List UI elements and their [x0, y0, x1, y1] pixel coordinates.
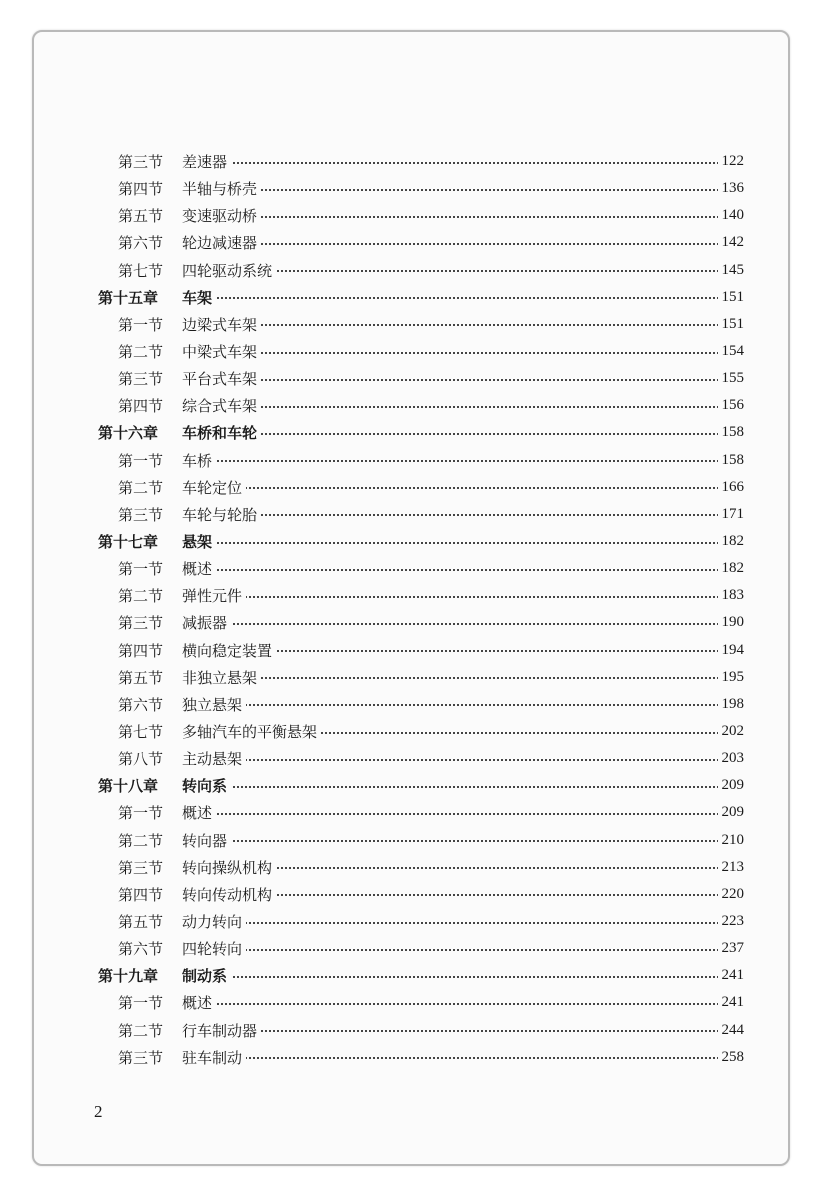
dot-leader — [182, 786, 738, 788]
chapter-title: 转向系 — [182, 775, 231, 796]
dot-leader — [182, 324, 738, 326]
dot-leader — [182, 1057, 738, 1059]
page-ref: 258 — [718, 1049, 745, 1066]
section-title: 转向器 — [182, 830, 231, 851]
page-ref: 166 — [718, 479, 745, 496]
toc-section-row — [34, 202, 788, 229]
dot-leader — [182, 623, 738, 625]
section-number: 第五节 — [118, 913, 164, 931]
section-title: 半轴与桥壳 — [182, 178, 261, 199]
section-number: 第一节 — [118, 804, 164, 823]
section-title: 弹性元件 — [182, 585, 246, 606]
page-ref: 182 — [718, 560, 745, 577]
toc-section-row — [34, 257, 788, 284]
toc-section-row — [34, 935, 788, 962]
dot-leader — [182, 352, 738, 354]
toc-section-row — [34, 338, 788, 365]
toc-section-row — [34, 691, 788, 718]
page-ref: 209 — [718, 777, 745, 794]
toc-section-row — [34, 447, 788, 474]
section-title: 边梁式车架 — [182, 314, 261, 335]
page-ref: 171 — [718, 506, 745, 523]
section-title: 车桥 — [182, 450, 216, 471]
book-page — [32, 30, 790, 1166]
dot-leader — [182, 406, 738, 408]
toc-section-row — [34, 1044, 788, 1071]
toc-section-row — [34, 609, 788, 636]
section-number: 第四节 — [118, 641, 164, 660]
section-number: 第三节 — [118, 153, 164, 172]
chapter-number: 第十六章 — [98, 424, 159, 443]
toc-section-row — [34, 365, 788, 392]
section-number: 第六节 — [118, 940, 164, 959]
page-ref: 241 — [718, 967, 745, 984]
dot-leader — [182, 162, 738, 164]
section-number: 第二节 — [118, 343, 164, 362]
page-ref: 183 — [718, 587, 745, 604]
dot-leader — [182, 813, 738, 815]
page-ref: 182 — [718, 533, 745, 550]
section-number: 第七节 — [118, 261, 164, 280]
dot-leader — [182, 379, 738, 381]
section-title: 减振器 — [182, 612, 231, 633]
dot-leader — [182, 569, 738, 571]
dot-leader — [182, 976, 738, 978]
toc-section-row — [34, 555, 788, 582]
section-number: 第四节 — [118, 885, 164, 904]
page-ref: 213 — [718, 859, 745, 876]
dot-leader — [182, 704, 738, 706]
toc-section-row — [34, 501, 788, 528]
dot-leader — [182, 433, 738, 435]
page-ref: 158 — [718, 452, 745, 469]
section-number: 第七节 — [118, 723, 164, 742]
chapter-number: 第十五章 — [98, 288, 159, 307]
section-title: 主动悬架 — [182, 748, 246, 769]
page-ref: 154 — [718, 343, 745, 360]
toc-section-row — [34, 392, 788, 419]
section-number: 第五节 — [118, 207, 164, 226]
toc-chapter-row — [34, 962, 788, 989]
section-title: 独立悬架 — [182, 694, 246, 715]
section-title: 四轮驱动系统 — [182, 260, 276, 281]
section-title: 车轮定位 — [182, 477, 246, 498]
dot-leader — [182, 216, 738, 218]
page-ref: 241 — [718, 994, 745, 1011]
dot-leader — [182, 759, 738, 761]
section-number: 第三节 — [118, 858, 164, 877]
section-number: 第四节 — [118, 180, 164, 199]
chapter-title: 悬架 — [182, 531, 216, 552]
section-number: 第八节 — [118, 750, 164, 769]
page-ref: 151 — [718, 316, 745, 333]
dot-leader — [182, 922, 738, 924]
section-title: 非独立悬架 — [182, 667, 261, 688]
section-title: 轮边减速器 — [182, 232, 261, 253]
section-title: 概述 — [182, 992, 216, 1013]
chapter-number: 第十九章 — [98, 967, 159, 986]
chapter-title: 车架 — [182, 287, 216, 308]
section-title: 差速器 — [182, 151, 231, 172]
dot-leader — [182, 514, 738, 516]
dot-leader — [182, 1003, 738, 1005]
chapter-title: 车桥和车轮 — [182, 422, 261, 443]
section-title: 转向操纵机构 — [182, 857, 276, 878]
section-number: 第三节 — [118, 370, 164, 389]
section-title: 概述 — [182, 802, 216, 823]
toc-section-row — [34, 148, 788, 175]
toc-section-row — [34, 799, 788, 826]
page-ref: 209 — [718, 804, 745, 821]
page-ref: 142 — [718, 234, 745, 251]
chapter-number: 第十七章 — [98, 533, 159, 552]
section-title: 行车制动器 — [182, 1020, 261, 1041]
toc-section-row — [34, 1017, 788, 1044]
toc-section-row — [34, 664, 788, 691]
dot-leader — [182, 677, 738, 679]
page-ref: 155 — [718, 370, 745, 387]
section-title: 变速驱动桥 — [182, 205, 261, 226]
page-ref: 210 — [718, 832, 745, 849]
toc-chapter-row — [34, 528, 788, 555]
page-ref: 220 — [718, 886, 745, 903]
chapter-number: 第十八章 — [98, 777, 159, 796]
dot-leader — [182, 840, 738, 842]
toc-section-row — [34, 311, 788, 338]
dot-leader — [182, 487, 738, 489]
toc-section-row — [34, 827, 788, 854]
section-number: 第二节 — [118, 478, 164, 497]
toc-chapter-row — [34, 772, 788, 799]
section-title: 横向稳定装置 — [182, 640, 276, 661]
page-ref: 122 — [718, 153, 745, 170]
dot-leader — [182, 1030, 738, 1032]
page-ref: 158 — [718, 424, 745, 441]
toc-section-row — [34, 989, 788, 1016]
page-ref: 190 — [718, 614, 745, 631]
page-ref: 140 — [718, 207, 745, 224]
section-number: 第三节 — [118, 1048, 164, 1067]
toc-section-row — [34, 854, 788, 881]
page-ref: 202 — [718, 723, 745, 740]
section-number: 第二节 — [118, 831, 164, 850]
page-number: 2 — [94, 1102, 103, 1121]
toc-section-row — [34, 718, 788, 745]
toc-chapter-row — [34, 419, 788, 446]
section-title: 转向传动机构 — [182, 884, 276, 905]
page-ref: 194 — [718, 642, 745, 659]
dot-leader — [182, 189, 738, 191]
dot-leader — [182, 460, 738, 462]
page-ref: 223 — [718, 913, 745, 930]
dot-leader — [182, 297, 738, 299]
section-title: 多轴汽车的平衡悬架 — [182, 721, 321, 742]
chapter-title: 制动系 — [182, 965, 231, 986]
page-ref: 145 — [718, 262, 745, 279]
section-number: 第五节 — [118, 668, 164, 687]
section-title: 平台式车架 — [182, 368, 261, 389]
toc-section-row — [34, 474, 788, 501]
section-title: 动力转向 — [182, 911, 246, 932]
toc-section-row — [34, 582, 788, 609]
page-ref: 198 — [718, 696, 745, 713]
section-title: 中梁式车架 — [182, 341, 261, 362]
section-title: 概述 — [182, 558, 216, 579]
dot-leader — [182, 243, 738, 245]
section-number: 第二节 — [118, 1021, 164, 1040]
toc-chapter-row — [34, 284, 788, 311]
dot-leader — [182, 542, 738, 544]
toc-section-row — [34, 175, 788, 202]
page-ref: 156 — [718, 397, 745, 414]
section-number: 第一节 — [118, 451, 164, 470]
toc-section-row — [34, 908, 788, 935]
section-number: 第一节 — [118, 560, 164, 579]
section-number: 第四节 — [118, 397, 164, 416]
toc-section-row — [34, 881, 788, 908]
section-title: 综合式车架 — [182, 395, 261, 416]
toc-section-row — [34, 745, 788, 772]
page-ref: 237 — [718, 940, 745, 957]
toc-section-row — [34, 637, 788, 664]
dot-leader — [182, 949, 738, 951]
section-title: 驻车制动 — [182, 1047, 246, 1068]
page-ref: 244 — [718, 1022, 745, 1039]
section-number: 第六节 — [118, 695, 164, 714]
section-number: 第一节 — [118, 315, 164, 334]
toc-section-row — [34, 229, 788, 256]
page-ref: 151 — [718, 289, 745, 306]
dot-leader — [182, 596, 738, 598]
section-number: 第六节 — [118, 234, 164, 253]
section-title: 车轮与轮胎 — [182, 504, 261, 525]
section-number: 第三节 — [118, 505, 164, 524]
page-ref: 136 — [718, 180, 745, 197]
page-ref: 195 — [718, 669, 745, 686]
section-number: 第二节 — [118, 587, 164, 606]
section-number: 第三节 — [118, 614, 164, 633]
section-title: 四轮转向 — [182, 938, 246, 959]
table-of-contents — [34, 148, 788, 1071]
page-ref: 203 — [718, 750, 745, 767]
section-number: 第一节 — [118, 994, 164, 1013]
